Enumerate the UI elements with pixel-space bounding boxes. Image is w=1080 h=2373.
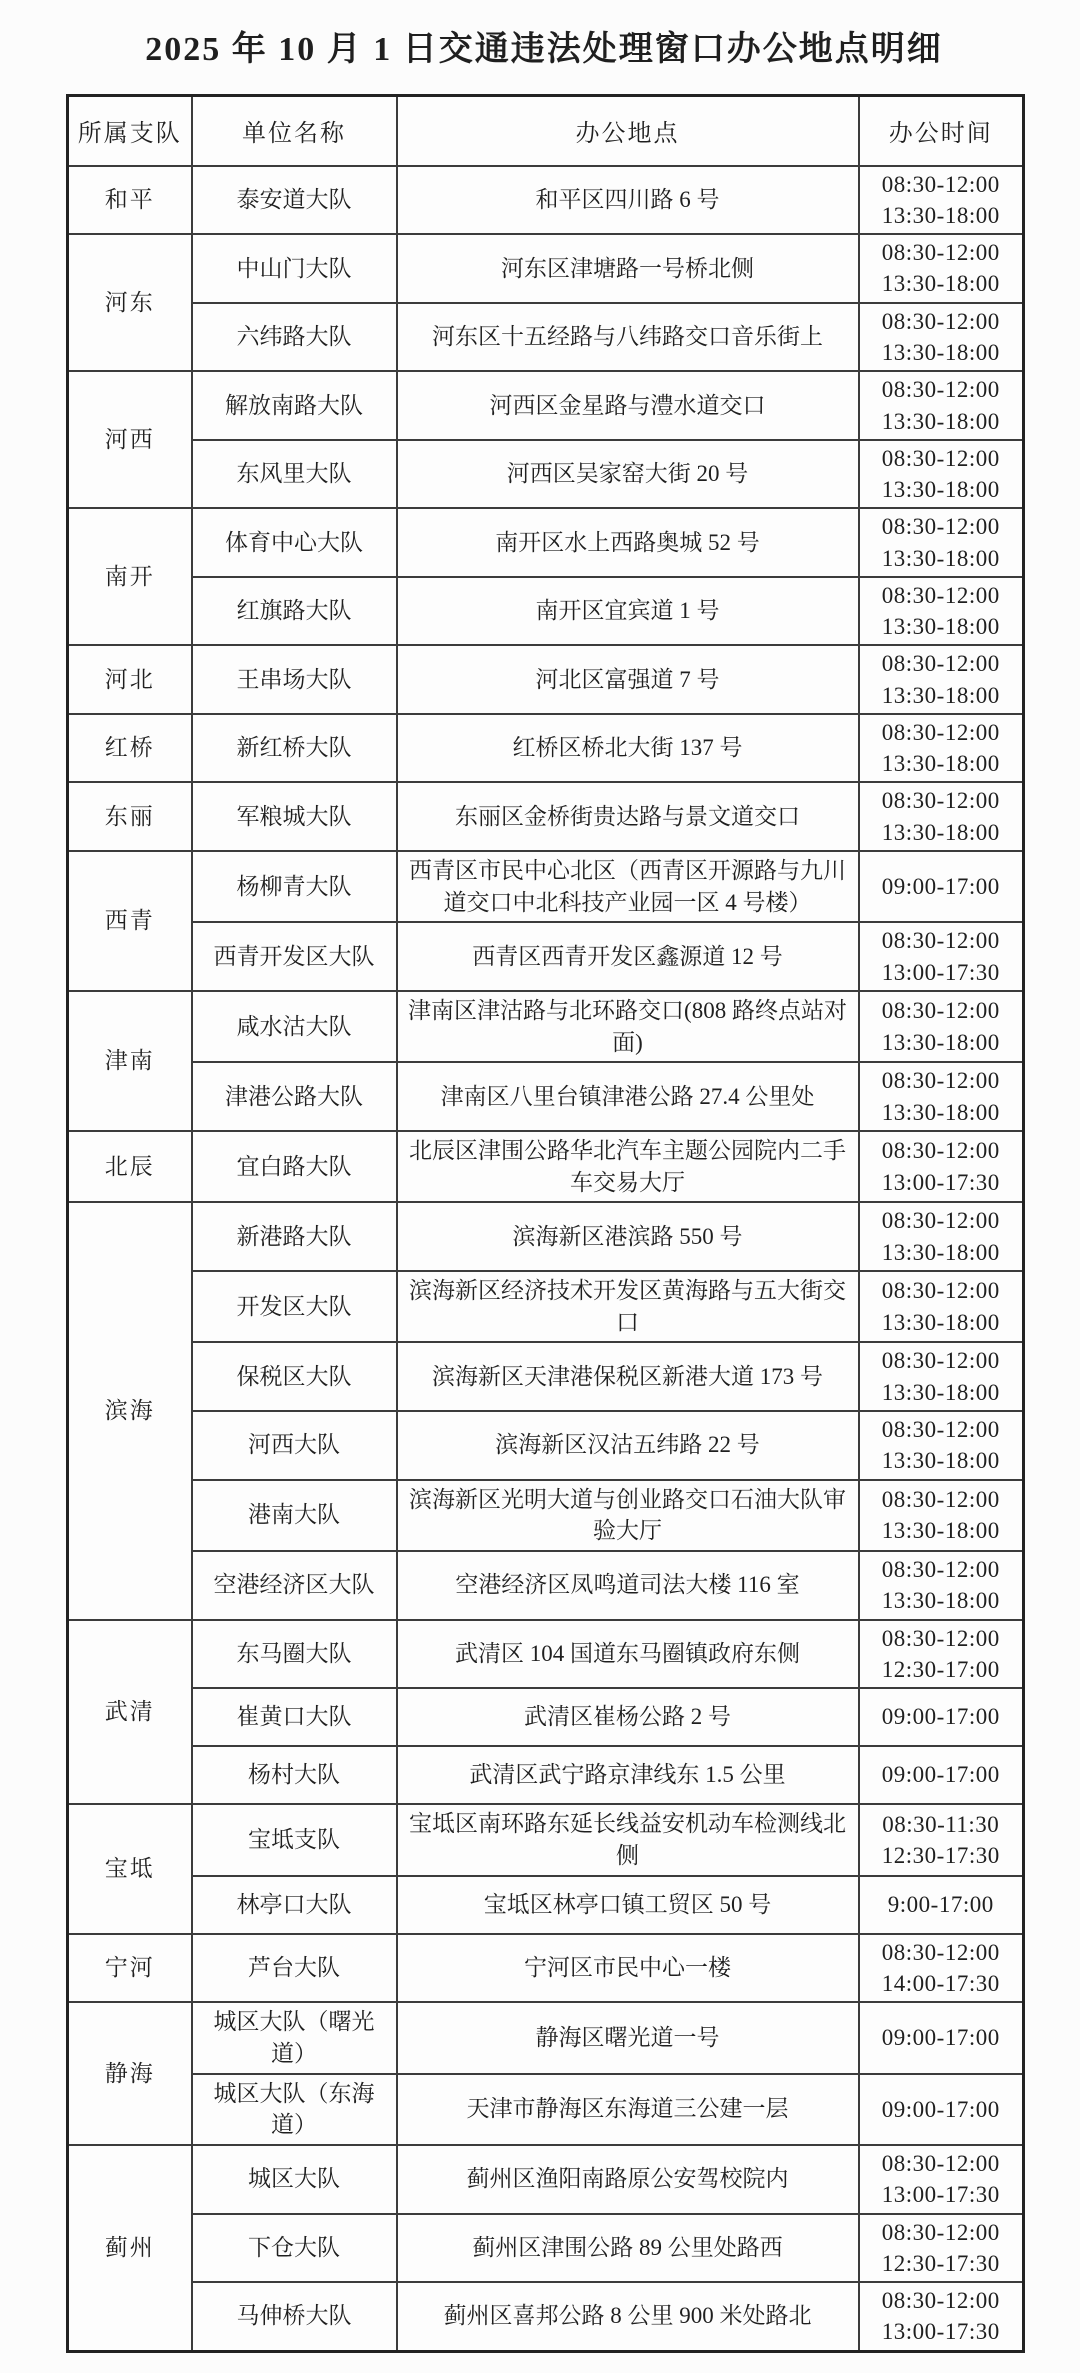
unit-name-cell: 芦台大队 bbox=[192, 1934, 397, 2003]
office-address-cell: 南开区水上西路奥城 52 号 bbox=[397, 508, 859, 577]
office-hours-line: 14:00-17:30 bbox=[881, 1970, 1000, 1996]
district-cell: 津南 bbox=[68, 991, 192, 1131]
office-hours-line: 08:30-12:00 bbox=[881, 719, 1000, 745]
office-hours-cell bbox=[859, 2214, 1024, 2283]
office-hours-cell bbox=[859, 234, 1024, 303]
office-hours-line: 08:30-12:00 bbox=[881, 788, 1000, 814]
office-hours-line: 08:30-12:00 bbox=[881, 651, 1000, 677]
office-address-cell: 蓟州区渔阳南路原公安驾校院内 bbox=[397, 2145, 859, 2214]
district-cell: 北辰 bbox=[68, 1131, 192, 1202]
office-hours-line: 13:30-18:00 bbox=[881, 340, 1000, 366]
office-address-cell: 静海区曙光道一号 bbox=[397, 2002, 859, 2073]
unit-name-cell: 红旗路大队 bbox=[192, 577, 397, 646]
unit-name-cell: 城区大队（东海道） bbox=[192, 2074, 397, 2145]
unit-name-cell: 泰安道大队 bbox=[192, 166, 397, 235]
unit-name-cell: 杨村大队 bbox=[192, 1746, 397, 1804]
office-hours-cell bbox=[859, 1131, 1024, 1202]
office-address-cell: 天津市静海区东海道三公建一层 bbox=[397, 2074, 859, 2145]
office-address-cell: 东丽区金桥街贵达路与景文道交口 bbox=[397, 782, 859, 851]
office-address-cell: 滨海新区汉沽五纬路 22 号 bbox=[397, 1411, 859, 1480]
office-hours-cell bbox=[859, 922, 1024, 991]
table-row bbox=[68, 2282, 1024, 2351]
office-address-cell: 河东区津塘路一号桥北侧 bbox=[397, 234, 859, 303]
office-address-cell: 南开区宜宾道 1 号 bbox=[397, 577, 859, 646]
unit-name-cell: 中山门大队 bbox=[192, 234, 397, 303]
table-row bbox=[68, 645, 1024, 714]
unit-name-cell: 东马圈大队 bbox=[192, 1620, 397, 1689]
district-cell: 河东 bbox=[68, 234, 192, 371]
office-address-cell: 蓟州区津围公路 89 公里处路西 bbox=[397, 2214, 859, 2283]
unit-name-cell: 空港经济区大队 bbox=[192, 1551, 397, 1620]
district-cell: 蓟州 bbox=[68, 2145, 192, 2351]
table-row bbox=[68, 714, 1024, 783]
table-row bbox=[68, 1411, 1024, 1480]
unit-name-cell: 东风里大队 bbox=[192, 440, 397, 509]
table-row bbox=[68, 1062, 1024, 1131]
office-hours-line: 12:30-17:00 bbox=[881, 1656, 1000, 1682]
table-row bbox=[68, 1271, 1024, 1342]
office-hours-line: 08:30-12:00 bbox=[881, 2151, 1000, 2176]
table-row bbox=[68, 371, 1024, 440]
table-row bbox=[68, 577, 1024, 646]
district-cell: 西青 bbox=[68, 851, 192, 991]
table-row bbox=[68, 2002, 1024, 2073]
office-hours-line: 13:00-17:30 bbox=[881, 2319, 1000, 2345]
table-row bbox=[68, 1620, 1024, 1689]
unit-name-cell: 津港公路大队 bbox=[192, 1062, 397, 1131]
unit-name-cell: 城区大队（曙光道） bbox=[192, 2002, 397, 2073]
unit-name-cell: 解放南路大队 bbox=[192, 371, 397, 440]
table-row bbox=[68, 1746, 1024, 1804]
district-cell: 滨海 bbox=[68, 1202, 192, 1619]
office-hours-line: 13:30-18:00 bbox=[881, 819, 1000, 845]
district-cell: 东丽 bbox=[68, 782, 192, 851]
office-hours-line: 13:30-18:00 bbox=[881, 408, 1000, 434]
district-cell: 武清 bbox=[68, 1620, 192, 1805]
office-hours-line: 08:30-12:00 bbox=[881, 1557, 1000, 1582]
table-row bbox=[68, 782, 1024, 851]
office-address-cell: 北辰区津围公路华北汽车主题公园院内二手车交易大厅 bbox=[397, 1131, 859, 1202]
office-hours-line: 08:30-12:00 bbox=[881, 2288, 1000, 2314]
office-address-cell: 西青区市民中心北区（西青区开源路与九川道交口中北科技产业园一区 4 号楼） bbox=[397, 851, 859, 922]
office-hours-cell bbox=[859, 440, 1024, 509]
office-locations-table bbox=[66, 94, 1025, 2352]
office-hours-line: 13:30-18:00 bbox=[881, 545, 1000, 571]
unit-name-cell: 宝坻支队 bbox=[192, 1804, 397, 1875]
office-address-cell: 津南区津沽路与北环路交口(808 路终点站对面) bbox=[397, 991, 859, 1062]
header-hours: 办公时间 bbox=[859, 96, 1024, 166]
district-cell: 河北 bbox=[68, 645, 192, 714]
office-hours-line: 13:30-18:00 bbox=[881, 1239, 1000, 1265]
page-title: 2025 年 10 月 1 日交通违法处理窗口办公地点明细 bbox=[145, 31, 943, 68]
office-address-cell: 宁河区市民中心一楼 bbox=[397, 1934, 859, 2003]
table-row bbox=[68, 991, 1024, 1062]
unit-name-cell: 新红桥大队 bbox=[192, 714, 397, 783]
unit-name-cell: 新港路大队 bbox=[192, 1202, 397, 1271]
office-hours-line: 08:30-12:00 bbox=[881, 1208, 1000, 1234]
table-row bbox=[68, 851, 1024, 922]
office-hours-line: 13:30-18:00 bbox=[881, 1029, 1000, 1055]
office-hours-cell bbox=[859, 2074, 1024, 2145]
office-hours-cell bbox=[859, 577, 1024, 646]
office-hours-line: 09:00-17:00 bbox=[881, 1704, 1000, 1730]
office-hours-line: 08:30-12:00 bbox=[881, 445, 1000, 471]
office-hours-line: 13:30-18:00 bbox=[881, 614, 1000, 640]
office-hours-cell bbox=[859, 782, 1024, 851]
office-hours-cell bbox=[859, 1062, 1024, 1131]
table-row bbox=[68, 1934, 1024, 2003]
unit-name-cell: 军粮城大队 bbox=[192, 782, 397, 851]
office-address-cell: 河北区富强道 7 号 bbox=[397, 645, 859, 714]
office-hours-cell bbox=[859, 1342, 1024, 1411]
header-unit: 单位名称 bbox=[192, 96, 397, 166]
office-hours-line: 09:00-17:00 bbox=[881, 874, 1000, 900]
unit-name-cell: 港南大队 bbox=[192, 1480, 397, 1551]
office-address-cell: 武清区崔杨公路 2 号 bbox=[397, 1688, 859, 1746]
office-address-cell: 武清区武宁路京津线东 1.5 公里 bbox=[397, 1746, 859, 1804]
table-row bbox=[68, 1551, 1024, 1620]
office-hours-cell bbox=[859, 1271, 1024, 1342]
office-address-cell: 河东区十五经路与八纬路交口音乐街上 bbox=[397, 303, 859, 372]
office-address-cell: 河西区金星路与澧水道交口 bbox=[397, 371, 859, 440]
office-hours-line: 08:30-12:00 bbox=[881, 582, 1000, 608]
table-row bbox=[68, 440, 1024, 509]
office-hours-line: 08:30-12:00 bbox=[881, 1138, 1000, 1164]
unit-name-cell: 下仓大队 bbox=[192, 2214, 397, 2283]
office-hours-line: 08:30-12:00 bbox=[881, 1625, 1000, 1651]
table-row bbox=[68, 2074, 1024, 2145]
office-hours-line: 09:00-17:00 bbox=[881, 2025, 1000, 2051]
office-hours-cell bbox=[859, 1746, 1024, 1804]
office-hours-line: 08:30-12:00 bbox=[881, 1487, 1000, 1512]
office-hours-cell bbox=[859, 2002, 1024, 2073]
header-address: 办公地点 bbox=[397, 96, 859, 166]
header-district: 所属支队 bbox=[68, 96, 192, 166]
office-hours-line: 08:30-12:00 bbox=[881, 514, 1000, 540]
office-address-cell: 西青区西青开发区鑫源道 12 号 bbox=[397, 922, 859, 991]
office-address-cell: 宝坻区林亭口镇工贸区 50 号 bbox=[397, 1876, 859, 1934]
office-address-cell: 红桥区桥北大街 137 号 bbox=[397, 714, 859, 783]
table-row bbox=[68, 234, 1024, 303]
district-cell: 南开 bbox=[68, 508, 192, 645]
unit-name-cell: 城区大队 bbox=[192, 2145, 397, 2214]
district-cell: 静海 bbox=[68, 2002, 192, 2145]
unit-name-cell: 六纬路大队 bbox=[192, 303, 397, 372]
table-row bbox=[68, 1804, 1024, 1875]
office-hours-line: 13:00-17:30 bbox=[881, 2182, 1000, 2208]
office-hours-cell bbox=[859, 1876, 1024, 1934]
office-hours-cell bbox=[859, 508, 1024, 577]
office-address-cell: 滨海新区经济技术开发区黄海路与五大街交口 bbox=[397, 1271, 859, 1342]
table-row bbox=[68, 1876, 1024, 1934]
unit-name-cell: 马伸桥大队 bbox=[192, 2282, 397, 2351]
office-hours-cell bbox=[859, 1804, 1024, 1875]
office-hours-line: 08:30-12:00 bbox=[881, 2219, 1000, 2245]
office-address-cell: 武清区 104 国道东马圈镇政府东侧 bbox=[397, 1620, 859, 1689]
office-hours-line: 09:00-17:00 bbox=[881, 1762, 1000, 1788]
office-hours-line: 08:30-12:00 bbox=[881, 240, 1000, 266]
office-hours-cell bbox=[859, 851, 1024, 922]
office-hours-line: 08:30-12:00 bbox=[881, 1068, 1000, 1094]
table-header-row bbox=[68, 96, 1024, 166]
unit-name-cell: 体育中心大队 bbox=[192, 508, 397, 577]
office-hours-cell bbox=[859, 1411, 1024, 1480]
office-hours-line: 08:30-12:00 bbox=[881, 1417, 1000, 1442]
office-hours-cell bbox=[859, 1620, 1024, 1689]
district-cell: 河西 bbox=[68, 371, 192, 508]
office-hours-line: 13:00-17:30 bbox=[881, 1169, 1000, 1195]
table-body bbox=[68, 166, 1024, 2351]
office-hours-line: 13:30-18:00 bbox=[881, 1379, 1000, 1405]
office-hours-line: 08:30-12:00 bbox=[881, 998, 1000, 1024]
table-row bbox=[68, 1480, 1024, 1551]
office-hours-line: 13:30-18:00 bbox=[881, 1518, 1000, 1544]
office-address-cell: 宝坻区南环路东延长线益安机动车检测线北侧 bbox=[397, 1804, 859, 1875]
district-cell: 宁河 bbox=[68, 1934, 192, 2003]
office-address-cell: 和平区四川路 6 号 bbox=[397, 166, 859, 235]
office-address-cell: 津南区八里台镇津港公路 27.4 公里处 bbox=[397, 1062, 859, 1131]
office-hours-line: 08:30-12:00 bbox=[881, 377, 1000, 403]
office-hours-cell bbox=[859, 1688, 1024, 1746]
office-hours-line: 08:30-12:00 bbox=[881, 1278, 1000, 1304]
office-address-cell: 滨海新区光明大道与创业路交口石油大队审验大厅 bbox=[397, 1480, 859, 1551]
unit-name-cell: 林亭口大队 bbox=[192, 1876, 397, 1934]
table-row bbox=[68, 2145, 1024, 2214]
office-hours-cell bbox=[859, 1551, 1024, 1620]
district-cell: 红桥 bbox=[68, 714, 192, 783]
office-hours-cell bbox=[859, 303, 1024, 372]
office-hours-cell bbox=[859, 2282, 1024, 2351]
office-hours-cell bbox=[859, 371, 1024, 440]
office-hours-line: 08:30-12:00 bbox=[881, 928, 1000, 954]
office-hours-line: 13:30-18:00 bbox=[881, 202, 1000, 228]
table-row bbox=[68, 166, 1024, 235]
office-hours-line: 12:30-17:30 bbox=[881, 1842, 1000, 1868]
office-hours-cell bbox=[859, 166, 1024, 235]
office-address-cell: 河西区吴家窑大街 20 号 bbox=[397, 440, 859, 509]
unit-name-cell: 保税区大队 bbox=[192, 1342, 397, 1411]
office-hours-line: 13:30-18:00 bbox=[881, 1588, 1000, 1614]
office-hours-cell bbox=[859, 714, 1024, 783]
office-hours-cell bbox=[859, 645, 1024, 714]
office-hours-line: 08:30-12:00 bbox=[881, 171, 1000, 197]
office-hours-line: 13:30-18:00 bbox=[881, 682, 1000, 708]
office-hours-line: 08:30-12:00 bbox=[881, 308, 1000, 334]
office-hours-line: 13:30-18:00 bbox=[881, 1099, 1000, 1125]
unit-name-cell: 杨柳青大队 bbox=[192, 851, 397, 922]
district-cell: 和平 bbox=[68, 166, 192, 235]
office-hours-line: 08:30-12:00 bbox=[881, 1348, 1000, 1374]
office-address-cell: 滨海新区天津港保税区新港大道 173 号 bbox=[397, 1342, 859, 1411]
office-address-cell: 滨海新区港滨路 550 号 bbox=[397, 1202, 859, 1271]
unit-name-cell: 西青开发区大队 bbox=[192, 922, 397, 991]
office-hours-line: 08:30-12:00 bbox=[881, 1939, 1000, 1965]
table-row bbox=[68, 2214, 1024, 2283]
table-row bbox=[68, 922, 1024, 991]
office-hours-line: 13:30-18:00 bbox=[881, 1309, 1000, 1335]
table-row bbox=[68, 303, 1024, 372]
office-hours-line: 13:30-18:00 bbox=[881, 1448, 1000, 1474]
table-row bbox=[68, 1131, 1024, 1202]
office-hours-cell bbox=[859, 2145, 1024, 2214]
district-cell: 宝坻 bbox=[68, 1804, 192, 1933]
office-hours-line: 13:00-17:30 bbox=[881, 959, 1000, 985]
unit-name-cell: 河西大队 bbox=[192, 1411, 397, 1480]
office-hours-line: 9:00-17:00 bbox=[887, 1891, 994, 1917]
office-hours-cell bbox=[859, 1202, 1024, 1271]
office-hours-line: 13:30-18:00 bbox=[881, 751, 1000, 777]
office-hours-line: 08:30-11:30 bbox=[882, 1811, 1000, 1837]
office-address-cell: 蓟州区喜邦公路 8 公里 900 米处路北 bbox=[397, 2282, 859, 2351]
table-row bbox=[68, 508, 1024, 577]
table-row bbox=[68, 1688, 1024, 1746]
office-hours-line: 13:30-18:00 bbox=[881, 477, 1000, 503]
office-hours-line: 12:30-17:30 bbox=[881, 2250, 1000, 2276]
unit-name-cell: 王串场大队 bbox=[192, 645, 397, 714]
unit-name-cell: 宜白路大队 bbox=[192, 1131, 397, 1202]
office-hours-line: 09:00-17:00 bbox=[881, 2096, 1000, 2122]
unit-name-cell: 开发区大队 bbox=[192, 1271, 397, 1342]
table-row bbox=[68, 1342, 1024, 1411]
office-hours-cell bbox=[859, 991, 1024, 1062]
unit-name-cell: 崔黄口大队 bbox=[192, 1688, 397, 1746]
office-hours-line: 13:30-18:00 bbox=[881, 271, 1000, 297]
office-hours-cell bbox=[859, 1480, 1024, 1551]
office-hours-cell bbox=[859, 1934, 1024, 2003]
office-address-cell: 空港经济区凤鸣道司法大楼 116 室 bbox=[397, 1551, 859, 1620]
unit-name-cell: 咸水沽大队 bbox=[192, 991, 397, 1062]
table-row bbox=[68, 1202, 1024, 1271]
